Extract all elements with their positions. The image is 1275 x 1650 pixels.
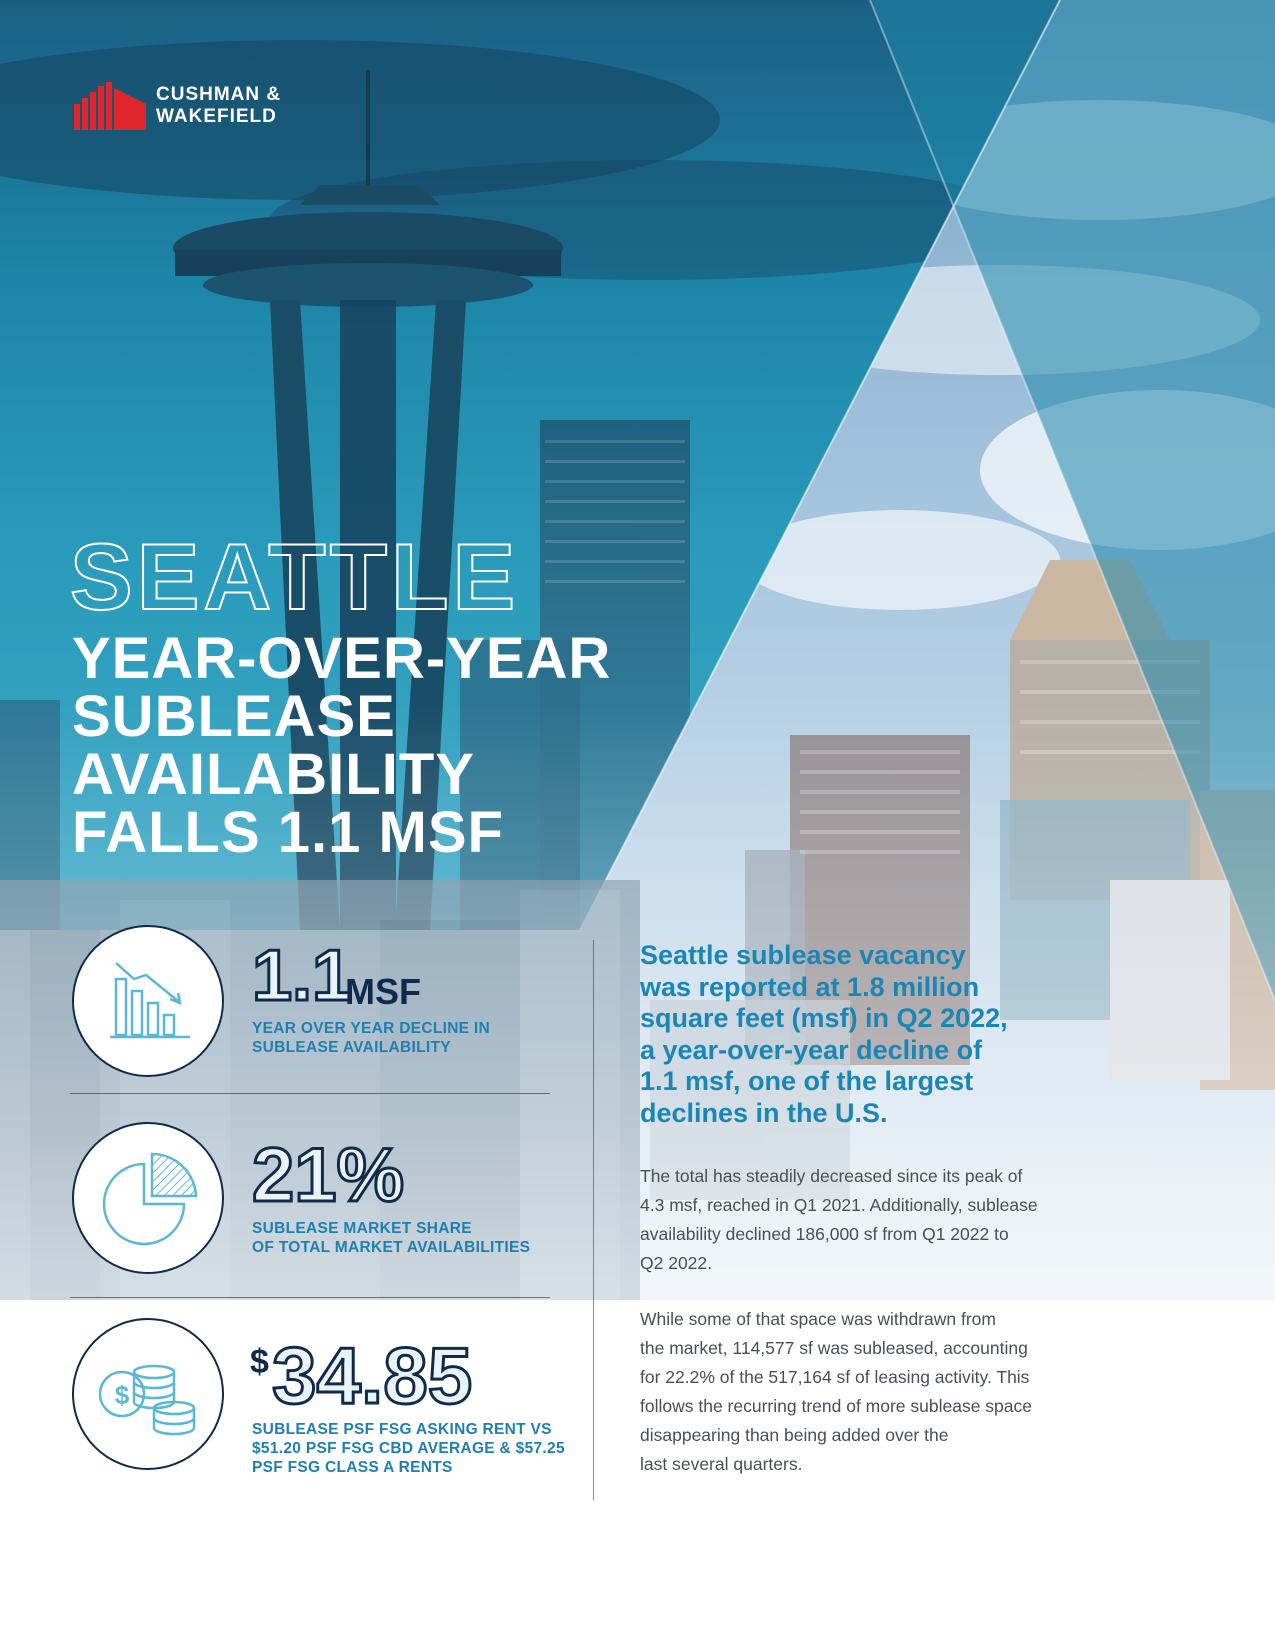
headline-line: FALLS 1.1 MSF <box>72 800 504 865</box>
lead-line: declines in the U.S. <box>640 1097 888 1128</box>
body-paragraph-1 <box>640 1162 1160 1278</box>
body-line: last several quarters. <box>640 1454 803 1474</box>
declining-bar-chart-icon <box>74 927 222 1075</box>
stat-description-line: $51.20 PSF FSG CBD AVERAGE & $57.25 <box>252 1440 565 1457</box>
stat-divider <box>70 1093 550 1094</box>
stat-unit-msf: MSF <box>345 971 421 1012</box>
stat-dollar-sign: $ <box>250 1343 269 1381</box>
body-line: Q2 2022. <box>640 1253 712 1273</box>
body-paragraph-2 <box>640 1305 1160 1479</box>
headline-line: SUBLEASE <box>72 684 396 749</box>
column-divider <box>593 940 594 1500</box>
stat-description <box>252 1219 530 1257</box>
coins-icon <box>74 1320 222 1468</box>
headline <box>72 626 612 865</box>
body-line: While some of that space was withdrawn from <box>640 1309 996 1329</box>
svg-text:$: $ <box>114 1380 130 1410</box>
stat-divider <box>70 1297 550 1298</box>
stat-value-market-share: 21% <box>252 1133 405 1218</box>
headline-line: AVAILABILITY <box>72 742 475 807</box>
stat-description <box>252 1019 490 1057</box>
body-line: 4.3 msf, reached in Q1 2021. Additionally, sublease <box>640 1195 1038 1215</box>
city-title: SEATTLE <box>70 524 520 629</box>
stat-description <box>252 1420 565 1477</box>
body-line: the market, 114,577 sf was subleased, accounting <box>640 1338 1028 1358</box>
body-line: availability declined 186,000 sf from Q1 2022 to <box>640 1224 1009 1244</box>
stat-description-line: SUBLEASE PSF FSG ASKING RENT VS <box>252 1421 552 1438</box>
stat-value-asking-rent: 34.85 <box>272 1331 473 1420</box>
cushman-wakefield-logo-icon <box>74 82 146 130</box>
body-line: for 22.2% of the 517,164 sf of leasing activity. This <box>640 1367 1030 1387</box>
stat-icon-circle <box>72 1122 224 1274</box>
lead-line: a year-over-year decline of <box>640 1034 983 1065</box>
stat-icon-circle <box>72 1318 224 1470</box>
stat-icon-circle <box>72 925 224 1077</box>
stat-description-line: YEAR OVER YEAR DECLINE IN <box>252 1020 491 1037</box>
body-line: follows the recurring trend of more sublease space <box>640 1396 1033 1416</box>
lead-line: was reported at 1.8 million <box>640 971 980 1002</box>
lead-line: square feet (msf) in Q2 2022, <box>640 1003 1008 1033</box>
pie-chart-icon <box>74 1124 222 1272</box>
stat-description-line: SUBLEASE AVAILABILITY <box>252 1039 451 1056</box>
lead-paragraph <box>640 940 1140 1129</box>
lead-line: Seattle sublease vacancy <box>640 940 966 970</box>
headline-line: YEAR-OVER-YEAR <box>72 626 612 691</box>
stat-description-line: SUBLEASE MARKET SHARE <box>252 1220 472 1237</box>
stat-description-line: PSF FSG CLASS A RENTS <box>252 1459 453 1476</box>
body-line: The total has steadily decreased since its peak of <box>640 1166 1023 1186</box>
brand-name-line2: WAKEFIELD <box>156 106 277 127</box>
company-logo <box>74 82 281 130</box>
body-line: disappearing than being added over the <box>640 1425 949 1445</box>
stat-value-sublease-decline: 1.1 <box>252 936 353 1016</box>
lead-line: 1.1 msf, one of the largest <box>640 1066 974 1096</box>
brand-name-line1: CUSHMAN & <box>156 84 282 105</box>
stat-description-line: OF TOTAL MARKET AVAILABILITIES <box>252 1239 531 1256</box>
